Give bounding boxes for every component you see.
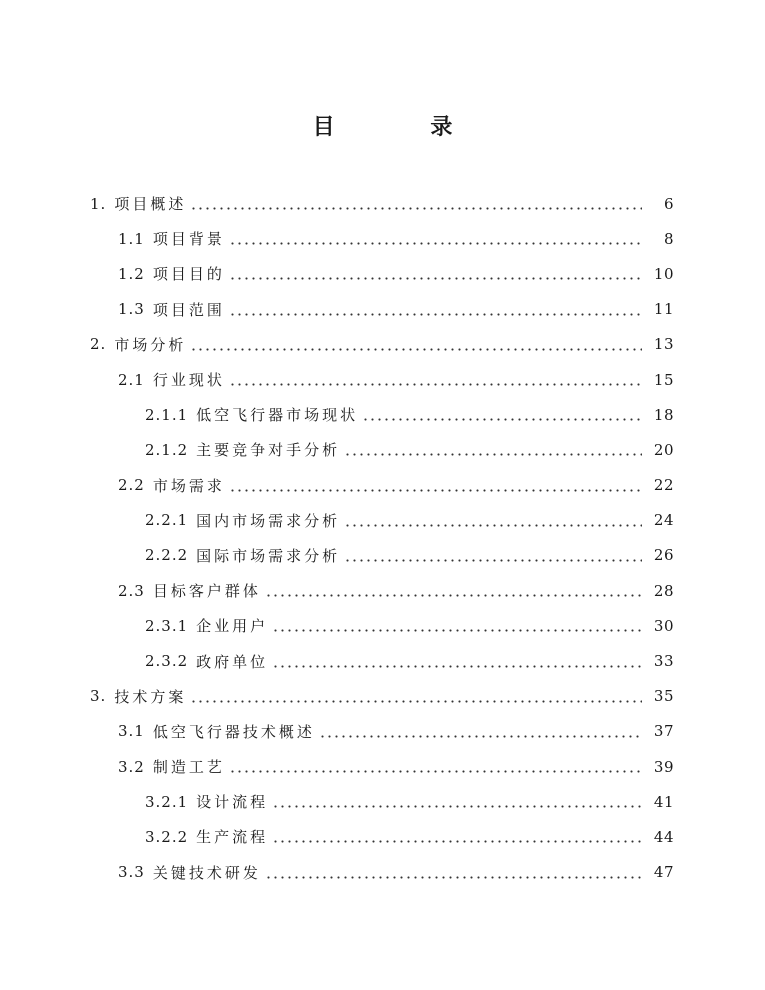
toc-entry-number: 1.1 (118, 229, 145, 248)
toc-entry-page: 30 (653, 616, 674, 635)
dot-leader (229, 313, 642, 316)
toc-entry[interactable] (0, 468, 765, 503)
toc-entry-number: 2.3.2 (145, 652, 189, 671)
dot-leader (272, 840, 642, 843)
dot-leader (190, 207, 642, 210)
dot-leader (265, 876, 642, 879)
toc-entry[interactable] (0, 784, 765, 819)
toc-entry-title: 项目概述 (114, 195, 187, 214)
dot-leader (265, 594, 642, 597)
toc-entry[interactable] (0, 538, 765, 573)
table-of-contents (0, 186, 765, 890)
toc-entry-page: 13 (653, 335, 674, 354)
toc-entry-number: 2. (90, 335, 107, 354)
toc-entry[interactable] (0, 397, 765, 432)
toc-entry-title: 制造工艺 (152, 758, 225, 777)
toc-entry[interactable] (0, 573, 765, 608)
dot-leader (190, 348, 642, 351)
toc-entry-page: 41 (653, 792, 674, 811)
toc-entry-number: 3.3 (118, 863, 145, 882)
toc-entry[interactable] (0, 714, 765, 749)
dot-leader (229, 242, 642, 245)
toc-entry-page: 24 (653, 511, 674, 530)
toc-entry-page: 37 (653, 722, 674, 741)
dot-leader (344, 524, 642, 527)
toc-entry[interactable] (0, 432, 765, 467)
toc-entry-number: 2.2.2 (145, 546, 189, 565)
toc-entry-title: 国际市场需求分析 (196, 546, 341, 565)
toc-entry-title: 市场分析 (114, 335, 187, 354)
toc-entry-page: 15 (653, 370, 674, 389)
toc-entry-title: 项目范围 (152, 300, 225, 319)
toc-entry-title: 设计流程 (196, 793, 269, 812)
toc-entry[interactable] (0, 362, 765, 397)
toc-entry-title: 技术方案 (114, 687, 187, 706)
dot-leader (344, 559, 642, 562)
toc-entry-number: 3.2 (118, 757, 145, 776)
dot-leader (190, 700, 642, 703)
toc-entry-title: 项目目的 (152, 265, 225, 284)
toc-entry-page: 8 (663, 229, 674, 248)
toc-entry[interactable] (0, 327, 765, 362)
dot-leader (362, 418, 642, 421)
toc-entry-number: 2.2.1 (145, 511, 189, 530)
toc-entry[interactable] (0, 679, 765, 714)
toc-entry-title: 市场需求 (152, 476, 225, 495)
toc-entry[interactable] (0, 221, 765, 256)
toc-entry-number: 1.3 (118, 300, 145, 319)
toc-entry-number: 2.3 (118, 581, 145, 600)
toc-entry-title: 关键技术研发 (152, 863, 261, 882)
dot-leader (272, 629, 642, 632)
toc-entry-number: 1.2 (118, 264, 145, 283)
dot-leader (272, 665, 642, 668)
toc-entry-title: 目标客户群体 (152, 582, 261, 601)
toc-entry-page: 39 (653, 757, 674, 776)
toc-entry-page: 11 (653, 300, 674, 319)
dot-leader (229, 770, 642, 773)
toc-entry-page: 22 (653, 476, 674, 495)
toc-entry-number: 3. (90, 687, 107, 706)
toc-entry-page: 18 (653, 405, 674, 424)
toc-entry[interactable] (0, 855, 765, 890)
toc-entry-page: 28 (653, 581, 674, 600)
page-title: 目 录 (312, 115, 497, 140)
toc-entry-page: 6 (663, 194, 674, 213)
dot-leader (229, 489, 642, 492)
toc-entry-title: 生产流程 (196, 828, 269, 847)
dot-leader (229, 383, 642, 386)
toc-entry[interactable] (0, 819, 765, 854)
toc-entry-page: 10 (653, 264, 674, 283)
toc-entry-number: 2.1.2 (145, 440, 189, 459)
toc-entry[interactable] (0, 749, 765, 784)
toc-entry-number: 2.1.1 (145, 405, 189, 424)
toc-entry-page: 26 (653, 546, 674, 565)
dot-leader (344, 453, 642, 456)
toc-entry-title: 企业用户 (196, 617, 269, 636)
toc-entry-title: 行业现状 (152, 371, 225, 390)
toc-entry-page: 44 (653, 827, 674, 846)
dot-leader (272, 805, 642, 808)
toc-entry-number: 2.3.1 (145, 616, 189, 635)
toc-entry-number: 2.2 (118, 476, 145, 495)
toc-entry[interactable] (0, 643, 765, 678)
toc-entry[interactable] (0, 608, 765, 643)
toc-entry[interactable] (0, 186, 765, 221)
toc-entry-title: 政府单位 (196, 652, 269, 671)
dot-leader (319, 735, 642, 738)
toc-entry-number: 3.2.2 (145, 827, 189, 846)
toc-entry-title: 国内市场需求分析 (196, 511, 341, 530)
dot-leader (229, 277, 642, 280)
toc-entry-title: 项目背景 (152, 230, 225, 249)
toc-entry-number: 1. (90, 194, 107, 213)
toc-entry[interactable] (0, 292, 765, 327)
toc-entry-page: 33 (653, 652, 674, 671)
toc-entry-title: 低空飞行器技术概述 (152, 722, 315, 741)
toc-entry[interactable] (0, 256, 765, 291)
toc-entry-title: 主要竞争对手分析 (196, 441, 341, 460)
toc-entry-number: 3.1 (118, 722, 145, 741)
toc-entry[interactable] (0, 503, 765, 538)
toc-entry-title: 低空飞行器市场现状 (196, 406, 359, 425)
toc-entry-number: 2.1 (118, 370, 145, 389)
toc-entry-page: 47 (653, 863, 674, 882)
toc-entry-page: 20 (653, 440, 674, 459)
toc-entry-number: 3.2.1 (145, 792, 189, 811)
toc-entry-page: 35 (653, 687, 674, 706)
